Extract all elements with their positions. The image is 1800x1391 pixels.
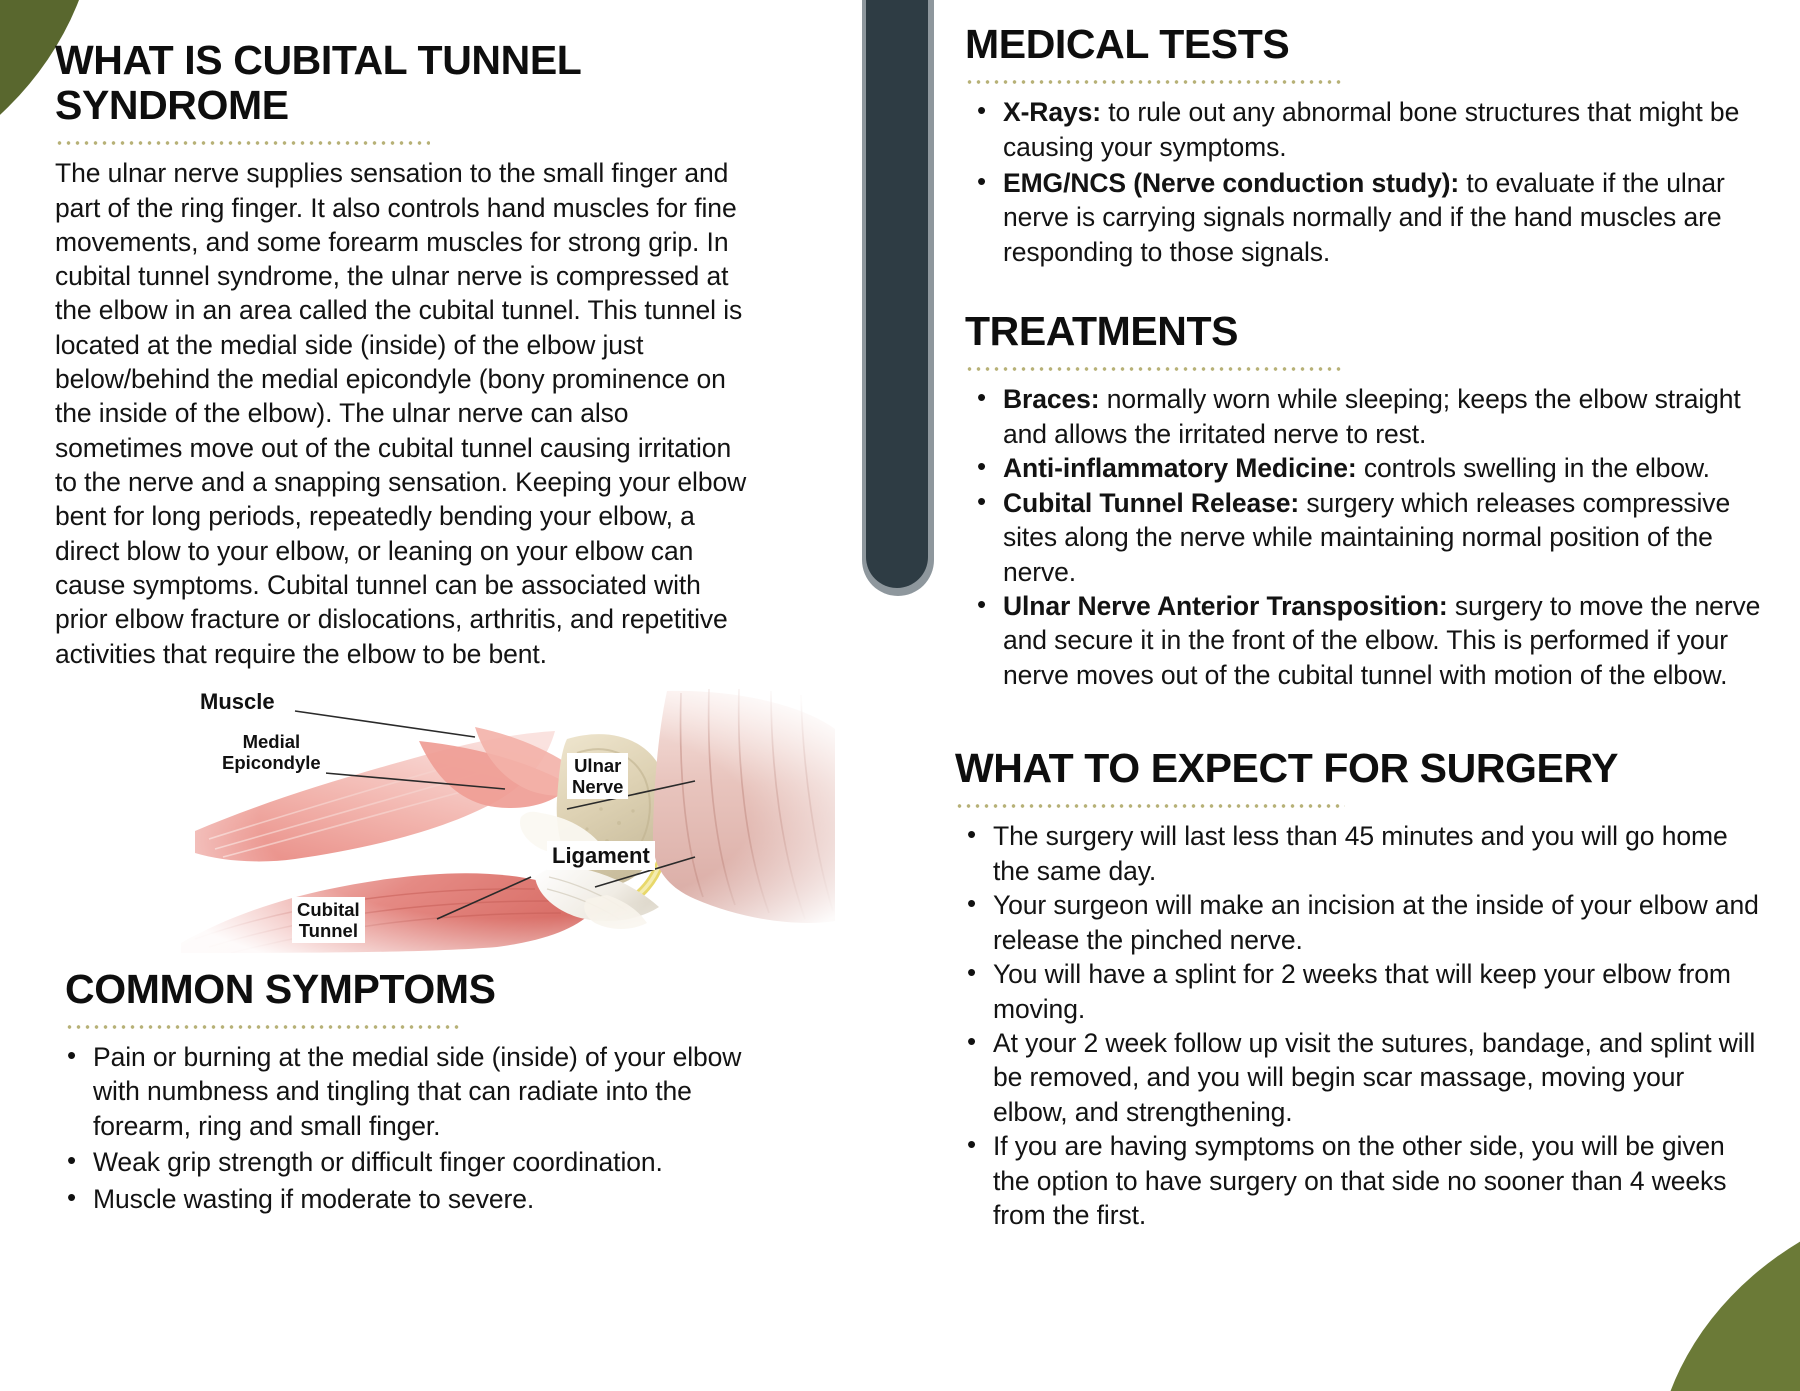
list-item-text: normally worn while sleeping; keeps the elbow straight and allows the irritated nerve to rest.: [1003, 384, 1741, 449]
what-to-expect-title: WHAT TO EXPECT FOR SURGERY: [955, 745, 1619, 792]
elbow-anatomy-illustration: [175, 681, 835, 953]
list-item-text: surgery to move the nerve and secure it in the front of the elbow. This is performed if your nerve moves out of the cubital tunnel with motion of the elbow.: [1003, 591, 1761, 690]
figure-label-medial-epicondyle: Medial Epicondyle: [217, 729, 326, 775]
figure-label-ulnar-nerve: Ulnar Nerve: [567, 753, 628, 799]
list-item: [965, 589, 1765, 692]
list-item-term: Ulnar Nerve Anterior Transposition:: [1003, 591, 1448, 621]
list-item: • If you are having symptoms on the other side, you will be given the option to have surgery on that side no sooner than 4 weeks from the first.: [955, 1129, 1765, 1232]
page-title: WHAT IS CUBITAL TUNNEL SYNDROME: [55, 37, 581, 129]
list-item: [965, 166, 1765, 269]
list-item-term: Braces:: [1003, 384, 1100, 415]
list-item: [965, 486, 1765, 589]
list-item: [965, 382, 1765, 451]
common-symptoms-list: [55, 1040, 755, 1216]
list-item: • The surgery will last less than 45 minutes and you will go home the same day.: [955, 819, 1765, 888]
list-item-text: to rule out any abnormal bone structures that might be causing your symptoms.: [1003, 97, 1740, 162]
list-item-term: EMG/NCS (Nerve conduction study):: [1003, 167, 1460, 198]
figure-label-ligament: Ligament: [547, 841, 655, 870]
medical-tests-list: [965, 95, 1765, 269]
what-to-expect-list: [955, 819, 1765, 1232]
list-item-text: to evaluate if the ulnar nerve is carrying signals normally and if the hand muscles are responding to those signals.: [1003, 167, 1725, 267]
list-item-term: Cubital Tunnel Release:: [1003, 487, 1300, 518]
list-item: [965, 451, 1765, 485]
dotted-rule-common-symptoms: [65, 1025, 460, 1029]
dotted-rule-treatments: [965, 367, 1345, 371]
list-item-term: X-Rays:: [1003, 97, 1101, 128]
list-item-text: surgery which releases compressive sites along the nerve while maintaining normal position of the nerve.: [1003, 487, 1731, 587]
list-item: • Pain or burning at the medial side (inside) of your elbow with numbness and tingling that can radiate into the forearm, ring and small finger.: [55, 1040, 755, 1143]
column-divider-bar: [866, 0, 928, 588]
dotted-rule-what-is: [55, 141, 430, 145]
common-symptoms-title: COMMON SYMPTOMS: [65, 965, 496, 1012]
left-column: [55, 38, 755, 1218]
list-item: • Weak grip strength or difficult finger coordination.: [55, 1145, 755, 1179]
list-item-term: Anti-inflammatory Medicine:: [1003, 453, 1357, 484]
right-column: [955, 21, 1765, 1233]
list-item: • At your 2 week follow up visit the sutures, bandage, and splint will be removed, and you will begin scar massage, moving your elbow, and strengthening.: [955, 1026, 1765, 1129]
dotted-rule-what-to-expect: [955, 804, 1345, 808]
what-is-paragraph: The ulnar nerve supplies sensation to the small finger and part of the ring finger. It also controls hand muscles for fine movements, and some forearm muscles for strong grip. In cubital tunnel syndrome, the ulnar nerve is compressed at the elbow in an area called the cubital tunnel. This tunnel is located at the medial side (inside) of the elbow just below/behind the medial epicondyle (bony prominence on the inside of the elbow). The ulnar nerve can also sometimes move out of the cubital tunnel causing irritation to the nerve and a snapping sensation. Keeping your elbow bent for long periods, repeatedly bending your elbow, a direct blow to your elbow, or leaning on your elbow can cause symptoms. Cubital tunnel can be associated with prior elbow fracture or dislocations, arthritis, and repetitive activities that require the elbow to be bent.: [55, 158, 747, 669]
medical-tests-title: MEDICAL TESTS: [965, 21, 1290, 67]
list-item: • Muscle wasting if moderate to severe.: [55, 1182, 755, 1216]
treatments-title: TREATMENTS: [965, 308, 1239, 355]
figure-label-cubital-tunnel: Cubital Tunnel: [292, 897, 365, 943]
list-item: [965, 95, 1765, 164]
list-item-text: controls swelling in the elbow.: [1356, 453, 1710, 484]
list-item: • Your surgeon will make an incision at the inside of your elbow and release the pinched nerve.: [955, 888, 1765, 957]
list-item: • You will have a splint for 2 weeks that will keep your elbow from moving.: [955, 957, 1765, 1026]
dotted-rule-medical-tests: [965, 80, 1345, 84]
figure-label-muscle: Muscle: [195, 687, 280, 716]
treatments-list: [965, 382, 1765, 692]
elbow-anatomy-figure: [175, 681, 835, 953]
